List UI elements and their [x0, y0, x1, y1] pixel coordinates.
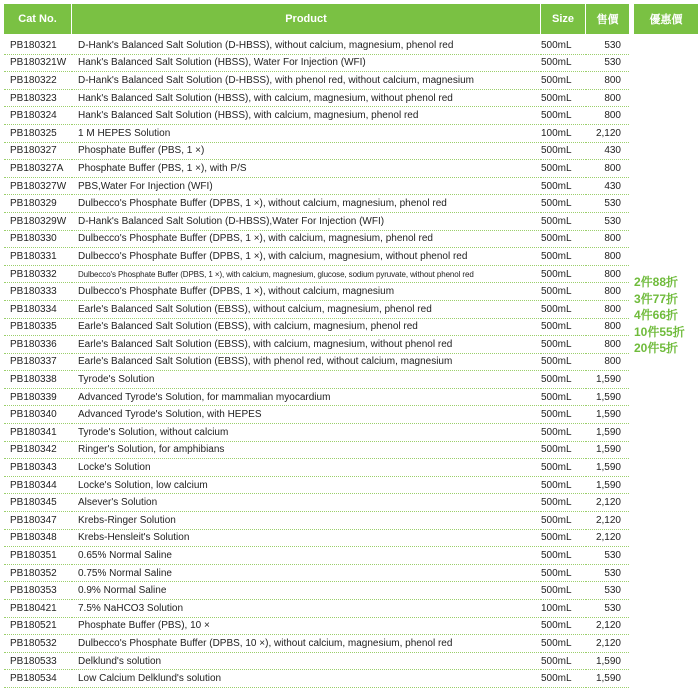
price-cell: 2,120: [586, 530, 629, 548]
product-cell: Earle's Balanced Salt Solution (EBSS), with calcium, magnesium, without phenol red: [72, 336, 541, 354]
price-cell: 800: [586, 160, 629, 178]
discount-list: [634, 274, 698, 357]
product-cell: Locke's Solution: [72, 459, 541, 477]
size-cell: 500mL: [541, 319, 586, 337]
table-row: [4, 319, 629, 337]
size-cell: 100mL: [541, 600, 586, 618]
size-cell: 500mL: [541, 618, 586, 636]
table-row: [4, 55, 629, 73]
product-cell: PBS,Water For Injection (WFI): [72, 178, 541, 196]
price-cell: 800: [586, 107, 629, 125]
table-body: [4, 37, 629, 688]
cat-no-cell: PB180334: [4, 301, 72, 319]
size-cell: 500mL: [541, 178, 586, 196]
price-cell: 1,590: [586, 389, 629, 407]
cat-no-cell: PB180345: [4, 494, 72, 512]
table-row: [4, 477, 629, 495]
cat-no-cell: PB180330: [4, 231, 72, 249]
size-cell: 500mL: [541, 389, 586, 407]
table-row: [4, 494, 629, 512]
product-cell: 7.5% NaHCO3 Solution: [72, 600, 541, 618]
table-row: [4, 336, 629, 354]
size-cell: 500mL: [541, 248, 586, 266]
header-cat-no: Cat No.: [4, 4, 72, 37]
price-cell: 800: [586, 319, 629, 337]
size-cell: 500mL: [541, 354, 586, 372]
table-row: [4, 248, 629, 266]
cat-no-cell: PB180329: [4, 195, 72, 213]
cat-no-cell: PB180351: [4, 547, 72, 565]
size-cell: 500mL: [541, 442, 586, 460]
table-row: [4, 424, 629, 442]
product-cell: Low Calcium Delklund's solution: [72, 670, 541, 688]
size-cell: 500mL: [541, 72, 586, 90]
size-cell: 500mL: [541, 283, 586, 301]
size-cell: 500mL: [541, 55, 586, 73]
table-row: [4, 635, 629, 653]
price-cell: 430: [586, 178, 629, 196]
cat-no-cell: PB180327A: [4, 160, 72, 178]
price-cell: 1,590: [586, 459, 629, 477]
price-cell: 2,120: [586, 125, 629, 143]
table-row: [4, 178, 629, 196]
table-row: [4, 143, 629, 161]
product-cell: Alsever's Solution: [72, 494, 541, 512]
price-cell: 1,590: [586, 477, 629, 495]
product-cell: Advanced Tyrode's Solution, for mammalian myocardium: [72, 389, 541, 407]
table-row: [4, 530, 629, 548]
size-cell: 500mL: [541, 195, 586, 213]
table-row: [4, 600, 629, 618]
table-header-row: [4, 4, 629, 37]
price-cell: 530: [586, 55, 629, 73]
table-row: [4, 72, 629, 90]
table-row: [4, 37, 629, 55]
size-cell: 500mL: [541, 582, 586, 600]
cat-no-cell: PB180341: [4, 424, 72, 442]
cat-no-cell: PB180534: [4, 670, 72, 688]
price-cell: 530: [586, 195, 629, 213]
size-cell: 500mL: [541, 160, 586, 178]
table-row: [4, 283, 629, 301]
size-cell: 500mL: [541, 406, 586, 424]
product-cell: Dulbecco's Phosphate Buffer (DPBS, 1 ×), without calcium, magnesium: [72, 283, 541, 301]
price-cell: 800: [586, 90, 629, 108]
discount-tier: 4件66折: [634, 308, 679, 322]
table-row: [4, 459, 629, 477]
cat-no-cell: PB180331: [4, 248, 72, 266]
table-row: [4, 107, 629, 125]
cat-no-cell: PB180321: [4, 37, 72, 55]
cat-no-cell: PB180337: [4, 354, 72, 372]
price-cell: 430: [586, 143, 629, 161]
cat-no-cell: PB180342: [4, 442, 72, 460]
table-row: [4, 354, 629, 372]
cat-no-cell: PB180321W: [4, 55, 72, 73]
price-cell: 800: [586, 231, 629, 249]
price-cell: 800: [586, 336, 629, 354]
table-row: [4, 653, 629, 671]
size-cell: 500mL: [541, 336, 586, 354]
product-cell: Dulbecco's Phosphate Buffer (DPBS, 1 ×), without calcium, magnesium, phenol red: [72, 195, 541, 213]
price-cell: 2,120: [586, 635, 629, 653]
cat-no-cell: PB180421: [4, 600, 72, 618]
price-cell: 530: [586, 600, 629, 618]
product-cell: Dulbecco's Phosphate Buffer (DPBS, 10 ×), without calcium, magnesium, phenol red: [72, 635, 541, 653]
product-cell: Ringer's Solution, for amphibians: [72, 442, 541, 460]
price-cell: 530: [586, 582, 629, 600]
size-cell: 500mL: [541, 512, 586, 530]
table-row: [4, 582, 629, 600]
product-cell: D-Hank's Balanced Salt Solution (D-HBSS),Water For Injection (WFI): [72, 213, 541, 231]
product-cell: Phosphate Buffer (PBS, 1 ×): [72, 143, 541, 161]
price-cell: 800: [586, 354, 629, 372]
product-cell: Tyrode's Solution: [72, 371, 541, 389]
table-row: [4, 160, 629, 178]
size-cell: 500mL: [541, 371, 586, 389]
price-cell: 530: [586, 565, 629, 583]
table-row: [4, 90, 629, 108]
product-cell: D-Hank's Balanced Salt Solution (D-HBSS), with phenol red, without calcium, magnesium: [72, 72, 541, 90]
size-cell: 500mL: [541, 213, 586, 231]
size-cell: 500mL: [541, 90, 586, 108]
product-cell: 1 M HEPES Solution: [72, 125, 541, 143]
size-cell: 500mL: [541, 635, 586, 653]
discount-tier: 2件88折: [634, 275, 679, 289]
product-cell: Locke's Solution, low calcium: [72, 477, 541, 495]
price-cell: 2,120: [586, 512, 629, 530]
table-row: [4, 371, 629, 389]
product-cell: Advanced Tyrode's Solution, with HEPES: [72, 406, 541, 424]
cat-no-cell: PB180353: [4, 582, 72, 600]
product-cell: Dulbecco's Phosphate Buffer (DPBS, 1 ×), with calcium, magnesium, without phenol red: [72, 248, 541, 266]
product-cell: Krebs-Hensleit's Solution: [72, 530, 541, 548]
product-cell: Phosphate Buffer (PBS, 1 ×), with P/S: [72, 160, 541, 178]
cat-no-cell: PB180332: [4, 266, 72, 284]
product-cell: Hank's Balanced Salt Solution (HBSS), Water For Injection (WFI): [72, 55, 541, 73]
price-cell: 1,590: [586, 653, 629, 671]
cat-no-cell: PB180532: [4, 635, 72, 653]
cat-no-cell: PB180352: [4, 565, 72, 583]
table-row: [4, 389, 629, 407]
price-cell: 530: [586, 37, 629, 55]
cat-no-cell: PB180322: [4, 72, 72, 90]
size-cell: 500mL: [541, 143, 586, 161]
table-row: [4, 213, 629, 231]
product-cell: Phosphate Buffer (PBS), 10 ×: [72, 618, 541, 636]
size-cell: 100mL: [541, 125, 586, 143]
cat-no-cell: PB180521: [4, 618, 72, 636]
product-cell: 0.75% Normal Saline: [72, 565, 541, 583]
product-cell: Delklund's solution: [72, 653, 541, 671]
cat-no-cell: PB180329W: [4, 213, 72, 231]
product-cell: Earle's Balanced Salt Solution (EBSS), with calcium, magnesium, phenol red: [72, 319, 541, 337]
table-row: [4, 547, 629, 565]
size-cell: 500mL: [541, 37, 586, 55]
price-cell: 1,590: [586, 442, 629, 460]
product-cell: Dulbecco's Phosphate Buffer (DPBS, 1 ×), with calcium, magnesium, glucose, sodium pyruvate, without phenol red: [72, 266, 541, 284]
product-cell: Earle's Balanced Salt Solution (EBSS), with phenol red, without calcium, magnesium: [72, 354, 541, 372]
size-cell: 500mL: [541, 565, 586, 583]
price-cell: 800: [586, 266, 629, 284]
size-cell: 500mL: [541, 670, 586, 688]
table-row: [4, 670, 629, 688]
cat-no-cell: PB180333: [4, 283, 72, 301]
cat-no-cell: PB180339: [4, 389, 72, 407]
table-row: [4, 442, 629, 460]
price-cell: 800: [586, 301, 629, 319]
price-cell: 800: [586, 283, 629, 301]
header-product: Product: [72, 4, 541, 37]
discount-tier: 20件5折: [634, 341, 679, 355]
size-cell: 500mL: [541, 107, 586, 125]
price-cell: 1,590: [586, 406, 629, 424]
product-cell: Earle's Balanced Salt Solution (EBSS), without calcium, magnesium, phenol red: [72, 301, 541, 319]
product-cell: Hank's Balanced Salt Solution (HBSS), with calcium, magnesium, phenol red: [72, 107, 541, 125]
product-table: [4, 4, 629, 688]
table-row: [4, 406, 629, 424]
cat-no-cell: PB180323: [4, 90, 72, 108]
size-cell: 500mL: [541, 459, 586, 477]
table-row: [4, 231, 629, 249]
size-cell: 500mL: [541, 547, 586, 565]
price-cell: 1,590: [586, 424, 629, 442]
cat-no-cell: PB180327W: [4, 178, 72, 196]
cat-no-cell: PB180340: [4, 406, 72, 424]
cat-no-cell: PB180348: [4, 530, 72, 548]
size-cell: 500mL: [541, 494, 586, 512]
cat-no-cell: PB180533: [4, 653, 72, 671]
table-row: [4, 266, 629, 284]
header-price: 售價: [586, 4, 629, 37]
cat-no-cell: PB180338: [4, 371, 72, 389]
table-row: [4, 512, 629, 530]
cat-no-cell: PB180335: [4, 319, 72, 337]
price-cell: 800: [586, 72, 629, 90]
header-size: Size: [541, 4, 586, 37]
product-cell: 0.9% Normal Saline: [72, 582, 541, 600]
price-cell: 1,590: [586, 371, 629, 389]
price-cell: 800: [586, 248, 629, 266]
header-discount: 優惠價: [634, 4, 698, 34]
size-cell: 500mL: [541, 530, 586, 548]
cat-no-cell: PB180344: [4, 477, 72, 495]
table-row: [4, 301, 629, 319]
product-cell: 0.65% Normal Saline: [72, 547, 541, 565]
size-cell: 500mL: [541, 301, 586, 319]
table-row: [4, 195, 629, 213]
price-list: [4, 4, 698, 688]
size-cell: 500mL: [541, 424, 586, 442]
price-cell: 2,120: [586, 618, 629, 636]
price-cell: 530: [586, 547, 629, 565]
price-cell: 1,590: [586, 670, 629, 688]
table-row: [4, 565, 629, 583]
price-cell: 530: [586, 213, 629, 231]
discount-tier: 10件55折: [634, 324, 685, 339]
table-row: [4, 125, 629, 143]
size-cell: 500mL: [541, 477, 586, 495]
cat-no-cell: PB180325: [4, 125, 72, 143]
cat-no-cell: PB180336: [4, 336, 72, 354]
product-cell: Dulbecco's Phosphate Buffer (DPBS, 1 ×), with calcium, magnesium, phenol red: [72, 231, 541, 249]
product-cell: Hank's Balanced Salt Solution (HBSS), with calcium, magnesium, without phenol red: [72, 90, 541, 108]
table-row: [4, 618, 629, 636]
product-cell: D-Hank's Balanced Salt Solution (D-HBSS), without calcium, magnesium, phenol red: [72, 37, 541, 55]
product-cell: Krebs-Ringer Solution: [72, 512, 541, 530]
cat-no-cell: PB180347: [4, 512, 72, 530]
size-cell: 500mL: [541, 266, 586, 284]
product-cell: Tyrode's Solution, without calcium: [72, 424, 541, 442]
size-cell: 500mL: [541, 231, 586, 249]
cat-no-cell: PB180327: [4, 143, 72, 161]
cat-no-cell: PB180343: [4, 459, 72, 477]
price-cell: 2,120: [586, 494, 629, 512]
cat-no-cell: PB180324: [4, 107, 72, 125]
discount-tier: 3件77折: [634, 291, 679, 306]
size-cell: 500mL: [541, 653, 586, 671]
